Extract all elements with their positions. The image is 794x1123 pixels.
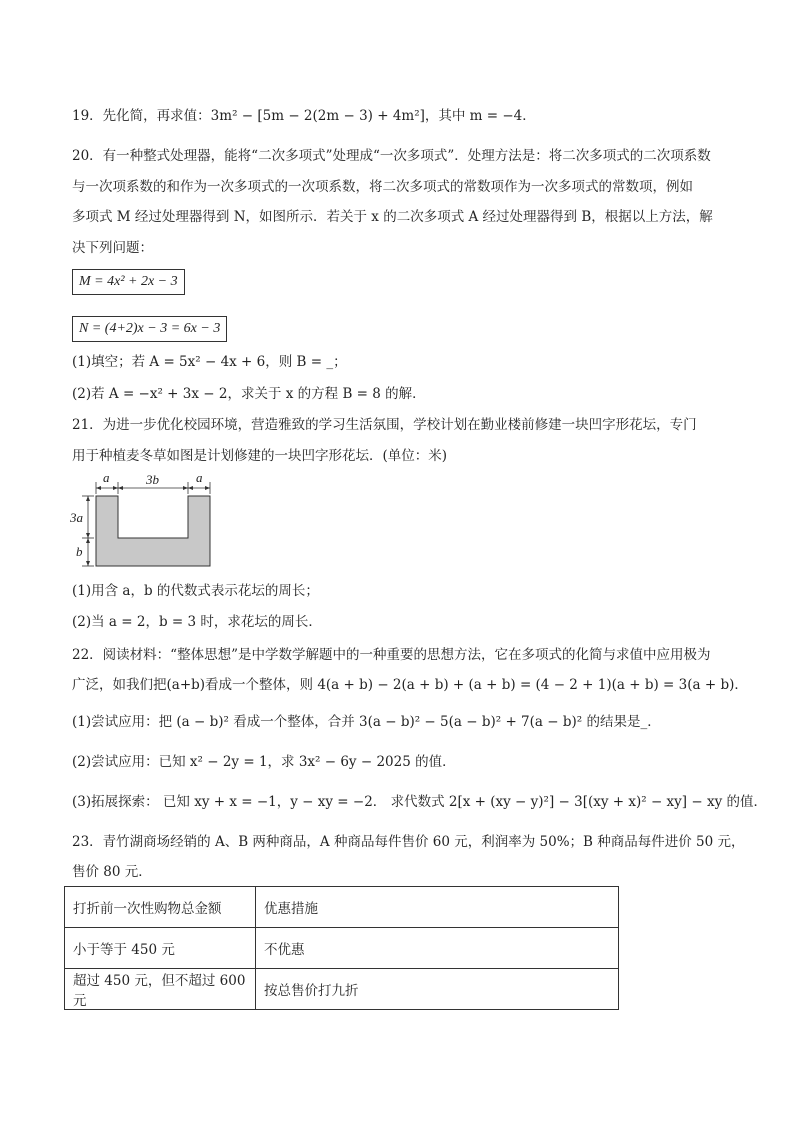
question-21-line-2: 用于种植麦冬草如图是计划修建的一块凹字形花坛．(单位：米) <box>72 448 448 464</box>
question-19: 19．先化简，再求值：3m² − [5m − 2(2m − 3) + 4m²]，其中 m = −4． <box>72 108 536 124</box>
question-22-part-3: (3)拓展探索： 已知 xy + x = −1，y − xy = −2． 求代数式 2[x + (xy − y)²] − 3[(xy + x)² − xy] − xy 的值． <box>72 794 767 810</box>
table-row <box>65 969 619 1010</box>
table-cell: 按总售价打九折 <box>256 969 619 1010</box>
label-a-right: a <box>196 472 203 485</box>
question-22-part-2: (2)尝试应用：已知 x² − 2y = 1，求 3x² − 6y − 2025 的值． <box>72 754 456 770</box>
question-20-line-1: 20．有一种整式处理器，能将“二次多项式”处理成“一次多项式”．处理方法是：将二次多项式的二次项系数 <box>72 148 711 164</box>
label-a-left: a <box>103 472 110 485</box>
question-21-part-2: (2)当 a = 2，b = 3 时，求花坛的周长． <box>72 614 322 630</box>
question-22-line-1: 22．阅读材料：“整体思想”是中学数学解题中的一种重要的思想方法，它在多项式的化简与求值中应用极为 <box>72 647 711 663</box>
formula-box-n: N = (4+2)x − 3 = 6x − 3 <box>72 316 227 342</box>
question-20-line-4: 决下列问题： <box>72 240 153 256</box>
question-20-line-2: 与一次项系数的和作为一次多项式的一次项系数，将二次多项式的常数项作为一次多项式的常数项，例如 <box>72 179 693 195</box>
question-23-line-1: 23．青竹湖商场经销的 A、B 两种商品，A 种商品每件售价 60 元，利润率为 50%；B 种商品每件进价 50 元， <box>72 834 745 850</box>
question-22-part-1: (1)尝试应用：把 (a − b)² 看成一个整体，合并 3(a − b)² − 5(a − b)² + 7(a − b)² 的结果是_． <box>72 714 661 730</box>
question-22-line-2: 广泛，如我们把(a+b)看成一个整体，则 4(a + b) − 2(a + b) + (a + b) = (4 − 2 + 1)(a + b) = 3(a + b)． <box>72 677 748 693</box>
u-shaped-flowerbed-figure <box>70 472 230 572</box>
flowerbed-shape <box>96 496 210 566</box>
question-21-part-1: (1)用含 a，b 的代数式表示花坛的周长； <box>72 583 319 599</box>
label-3b: 3b <box>146 472 159 487</box>
table-header-cell: 优惠措施 <box>256 887 619 928</box>
formula-box-m: M = 4x² + 2x − 3 <box>72 269 185 295</box>
table-cell: 不优惠 <box>256 928 619 969</box>
question-20-part-1: (1)填空；若 A = 5x² − 4x + 6，则 B = _； <box>72 354 347 370</box>
table-cell: 超过 450 元，但不超过 600 元 <box>65 969 256 1010</box>
table-row <box>65 887 619 928</box>
question-20-part-2: (2)若 A = −x² + 3x − 2，求关于 x 的方程 B = 8 的解． <box>72 386 426 402</box>
question-20-line-3: 多项式 M 经过处理器得到 N，如图所示．若关于 x 的二次多项式 A 经过处理器得到 B，根据以上方法，解 <box>72 209 713 225</box>
label-b: b <box>76 544 83 559</box>
label-3a: 3a <box>70 510 83 525</box>
table-row <box>65 928 619 969</box>
table-header-cell: 打折前一次性购物总金额 <box>65 887 256 928</box>
question-23-line-2: 售价 80 元． <box>72 864 152 880</box>
table-cell: 小于等于 450 元 <box>65 928 256 969</box>
discount-table <box>64 886 619 1010</box>
question-21-line-1: 21．为进一步优化校园环境，营造雅致的学习生活氛围，学校计划在勤业楼前修建一块凹字形花坛，专门 <box>72 417 697 433</box>
